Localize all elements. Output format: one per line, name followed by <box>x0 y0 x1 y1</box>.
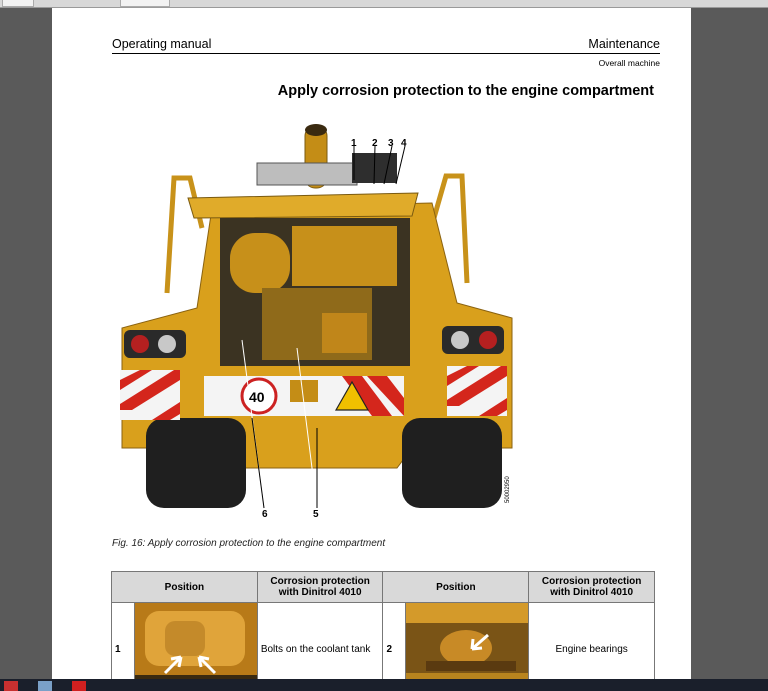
engine-bearing-photo <box>406 603 529 680</box>
toolbar-tab[interactable] <box>120 0 170 7</box>
header-manual-title: Operating manual <box>112 37 212 51</box>
col-protection-2: Corrosion protection with Dinitrol 4010 <box>529 572 655 603</box>
protection-table <box>111 571 655 679</box>
table-row <box>112 603 655 680</box>
viewer-toolbar <box>0 0 768 8</box>
start-icon[interactable] <box>4 681 18 691</box>
callout-3: 3 <box>388 138 394 149</box>
document-page <box>52 8 691 679</box>
table-header-row <box>112 572 655 603</box>
coolant-tank-image <box>135 603 257 679</box>
header-subsection: Overall machine <box>598 58 660 68</box>
page-title: Apply corrosion protection to the engine compartment <box>277 83 654 99</box>
loader-rear-illustration <box>112 118 532 538</box>
callout-6: 6 <box>262 509 268 520</box>
col-position: Position <box>112 572 258 603</box>
coolant-tank-photo <box>134 603 257 680</box>
col-protection: Corrosion protection with Dinitrol 4010 <box>257 572 383 603</box>
row-position-2: 2 <box>383 603 406 680</box>
callout-2: 2 <box>372 138 378 149</box>
header-rule <box>112 53 660 54</box>
pdf-reader-icon[interactable] <box>72 681 86 691</box>
row-position-1: 1 <box>112 603 135 680</box>
callout-4: 4 <box>401 138 407 149</box>
header-section: Maintenance <box>588 37 660 51</box>
callout-1: 1 <box>351 138 357 149</box>
figure-caption: Fig. 16: Apply corrosion protection to the engine compartment <box>112 538 386 549</box>
engine-bearing-image <box>406 603 528 679</box>
taskbar <box>0 679 768 691</box>
speed-plate: 40 <box>249 389 265 405</box>
figure-id: 50002950 <box>505 476 511 503</box>
callout-5: 5 <box>313 509 319 520</box>
row-desc-1: Bolts on the coolant tank <box>257 603 383 680</box>
col-position-2: Position <box>383 572 529 603</box>
explorer-icon[interactable] <box>38 681 52 691</box>
row-desc-2: Engine bearings <box>529 603 655 680</box>
toolbar-tab[interactable] <box>2 0 34 7</box>
machine-figure <box>112 118 532 538</box>
